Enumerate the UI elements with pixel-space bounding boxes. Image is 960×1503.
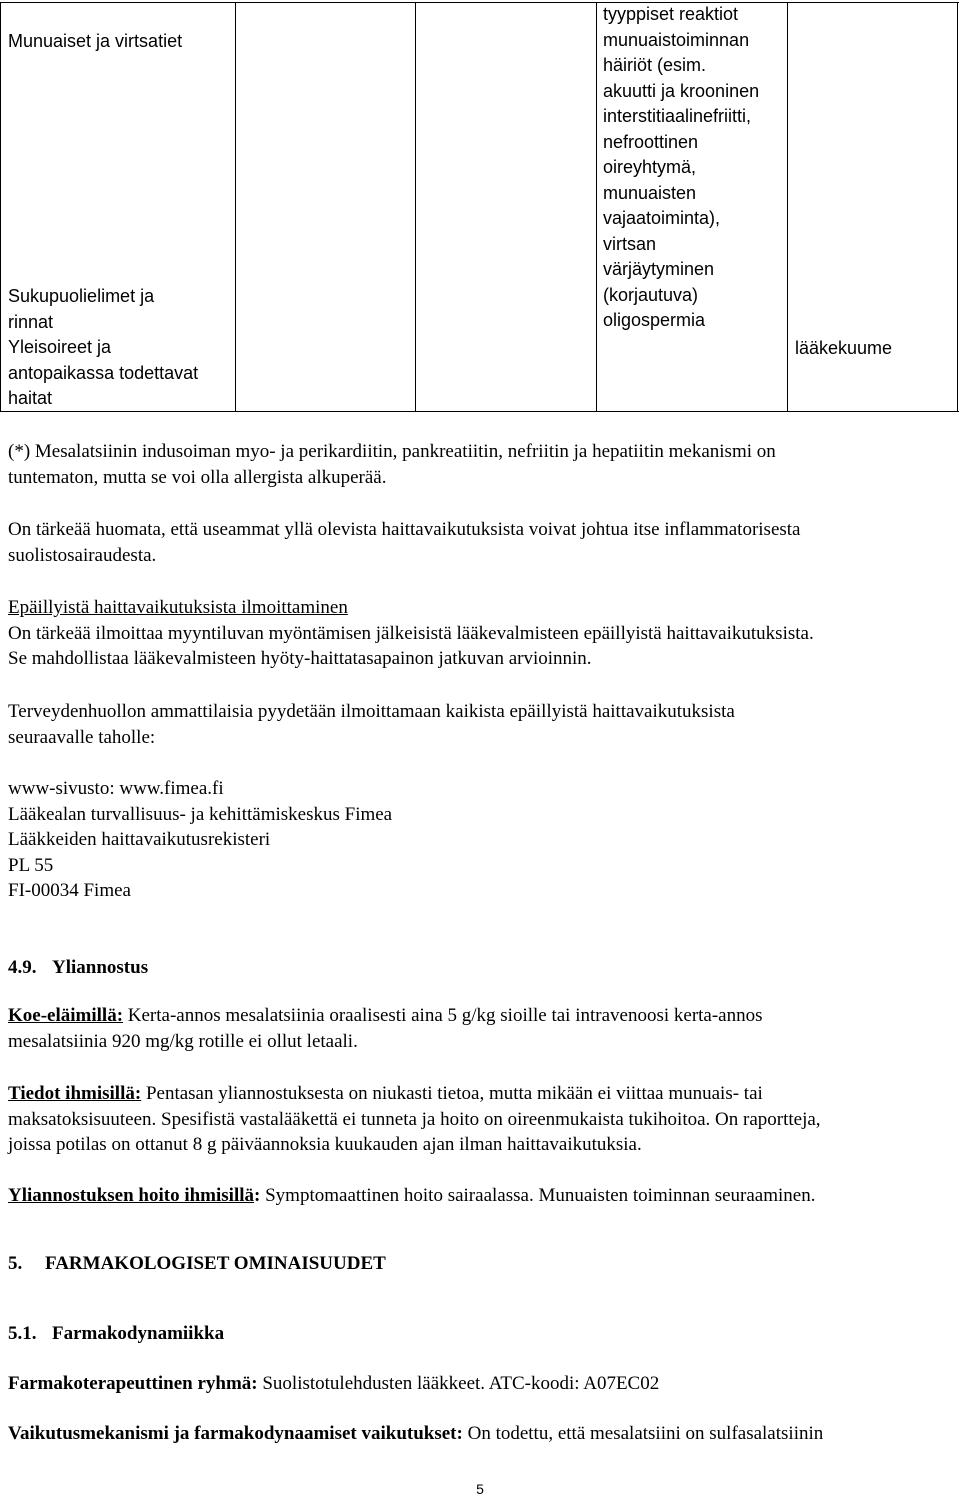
reporting-line: On tärkeää ilmoittaa myyntiluvan myöntämisen jälkeisistä lääkevalmisteen epäillyistä haittavaikutuksista. [8, 622, 814, 644]
humans-text: Pentasan yliannostuksesta on niukasti tietoa, mutta mikään ei viittaa munuais- tai [145, 1083, 763, 1104]
rare-effect-line: akuutti ja krooninen [603, 80, 760, 101]
group-text: Suolistotulehdusten lääkkeet. ATC-koodi: A07EC02 [262, 1373, 660, 1394]
rare-effect-line: häiriöt (esim. [603, 55, 707, 75]
humans-label: Tiedot ihmisillä: [8, 1083, 142, 1104]
animals-text: Kerta-annos mesalatsiinia oraalisesti aina 5 g/kg sioille tai intravenoosi kerta-annos [127, 1005, 763, 1026]
note-line: suolistosairaudesta. [8, 544, 157, 566]
mechanism-label: Vaikutusmekanismi ja farmakodynaamiset vaikutukset: [8, 1423, 463, 1444]
organ-label: haitat [8, 388, 53, 408]
column-divider [787, 2, 788, 412]
section-4-9-heading [8, 955, 958, 981]
humans-paragraph [8, 1081, 958, 1158]
website-line[interactable]: www-sivusto: www.fimea.fi [8, 778, 224, 799]
rare-effect-line: munuaisten [603, 182, 697, 203]
table-border-top [0, 2, 959, 3]
column-divider [596, 2, 597, 412]
rare-effect-line: virtsan [603, 233, 657, 254]
animals-paragraph [8, 1003, 958, 1054]
column-divider [415, 2, 416, 412]
column-divider [235, 2, 236, 412]
organ-cell-reproductive [8, 284, 234, 335]
ibd-note [8, 517, 958, 568]
footnote [8, 439, 958, 490]
organ-cell-kidney [8, 29, 234, 55]
adverse-effects-table [0, 2, 959, 412]
section-number: 5. [8, 1253, 23, 1274]
rare-effect-line: oligospermia [603, 310, 706, 330]
unknown-frequency-cell [795, 336, 955, 362]
note-line: On tärkeää huomata, että useammat yllä olevista haittavaikutuksista voivat johtua itse inflammatorisesta [8, 519, 801, 540]
reporting-section [8, 595, 958, 672]
section-title: Yliannostus [52, 957, 149, 978]
mechanism-paragraph [8, 1421, 958, 1447]
rare-effect-line: interstitiaalinefriitti, [603, 106, 752, 126]
address-line: PL 55 [8, 854, 54, 876]
reporting-line: Se mahdollistaa lääkevalmisteen hyöty-haittatasapainon jatkuvan arvioinnin. [8, 648, 592, 669]
reporting-heading: Epäillyistä haittavaikutuksista ilmoittaminen [8, 597, 348, 618]
rare-effects-cell [603, 2, 787, 334]
request-line: seuraavalle taholle: [8, 726, 156, 748]
rare-effect-line: vajaatoiminta), [603, 208, 721, 228]
request-line: Terveydenhuollon ammattilaisia pyydetään ilmoittamaan kaikista epäillyistä haittavaikutuksista [8, 701, 735, 722]
pharmacotherapeutic-group [8, 1371, 958, 1397]
organ-label: Yleisoireet ja [8, 337, 112, 357]
fimea-address [8, 776, 958, 904]
group-label: Farmakoterapeuttinen ryhmä: [8, 1373, 258, 1394]
treatment-text: Symptomaattinen hoito sairaalassa. Munuaisten toiminnan seuraaminen. [265, 1185, 816, 1206]
address-line: Lääkealan turvallisuus- ja kehittämiskeskus Fimea [8, 803, 393, 825]
organ-label: Sukupuolielimet ja [8, 286, 155, 306]
organ-label: antopaikassa todettavat [8, 362, 199, 383]
page-number: 5 [476, 1481, 484, 1497]
rare-effect-line: värjäytyminen [603, 259, 715, 279]
address-line: Lääkkeiden haittavaikutusrekisteri [8, 829, 271, 850]
rare-effect-line: nefroottinen [603, 131, 699, 152]
section-title: FARMAKOLOGISET OMINAISUUDET [45, 1253, 386, 1274]
footnote-line: tuntematon, mutta se voi olla allergista alkuperää. [8, 466, 387, 488]
section-title: Farmakodynamiikka [52, 1323, 225, 1344]
address-line: FI-00034 Fimea [8, 880, 131, 901]
organ-label: rinnat [8, 311, 54, 332]
section-5-heading [8, 1251, 958, 1277]
drug-fever-label: lääkekuume [795, 338, 893, 358]
humans-text: maksatoksisuuteen. Spesifistä vastalääkettä ei tunneta ja hoito on oireenmukaista tukihoitoa. On raportteja, [8, 1108, 821, 1130]
section-number: 5.1. [8, 1323, 37, 1344]
footnote-line: (*) Mesalatsiinin indusoiman myo- ja perikardiitin, pankreatiitin, nefriitin ja hepatiitin mekanismi on [8, 441, 776, 462]
treatment-label: Yliannostuksen hoito ihmisillä [8, 1185, 255, 1206]
treatment-colon: : [254, 1185, 261, 1206]
table-border-left [0, 2, 1, 412]
rare-effect-line: munuaistoiminnan [603, 29, 750, 50]
organ-cell-general [8, 335, 234, 412]
rare-effect-line: tyyppiset reaktiot [603, 4, 739, 24]
humans-text: joissa potilas on ottanut 8 g päiväannoksia kuukauden ajan ilman haittavaikutuksia. [8, 1134, 642, 1155]
animals-text: mesalatsiinia 920 mg/kg rotille ei ollut letaali. [8, 1030, 358, 1052]
treatment-paragraph [8, 1183, 958, 1209]
section-5-1-heading [8, 1321, 958, 1347]
table-border-right [957, 2, 958, 412]
section-number: 4.9. [8, 957, 37, 978]
organ-label: Munuaiset ja virtsatiet [8, 31, 183, 51]
rare-effect-line: oireyhtymä, [603, 157, 697, 177]
animals-label: Koe-eläimillä: [8, 1005, 124, 1026]
reporting-request [8, 699, 958, 750]
mechanism-text: On todettu, että mesalatsiini on sulfasalatsiinin [467, 1423, 824, 1444]
rare-effect-line: (korjautuva) [603, 284, 699, 305]
